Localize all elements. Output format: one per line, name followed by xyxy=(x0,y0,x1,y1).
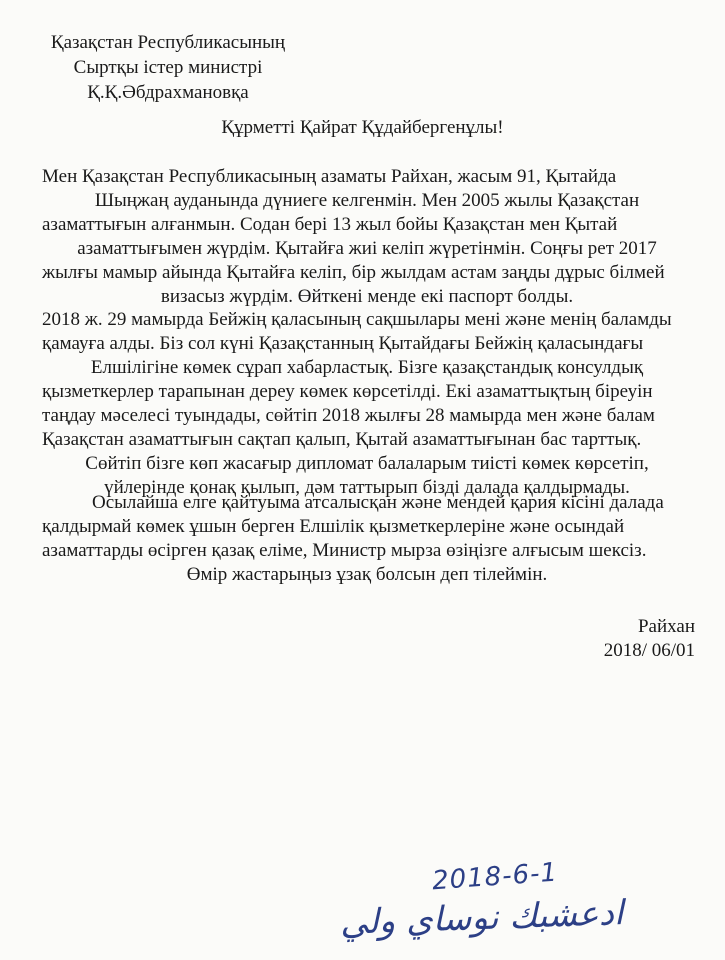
paragraph-line: 2018 ж. 29 мамырда Бейжің қаласының сақшылары мені және менің баламды xyxy=(42,309,672,330)
paragraph-line: таңдау мәселесі туындады, сөйтіп 2018 жылғы 28 мамырда мен және балам xyxy=(42,405,655,426)
signature-name: Райхан xyxy=(637,616,695,637)
addressee-title: Сыртқы істер министрі xyxy=(73,57,263,78)
addressee-country: Қазақстан Республикасының xyxy=(50,32,286,53)
paragraph-line: үйлерінде қонақ қылып, дәм таттырып бізді далада қалдырмады. xyxy=(104,477,630,498)
salutation: Құрметті Қайрат Құдайбергенұлы! xyxy=(221,117,504,138)
paragraph-line: қамауға алды. Біз сол күні Қазақстанның Қытайдағы Бейжің қаласындағы xyxy=(42,333,644,354)
paragraph-line: Осылайша елге қайтуыма атсалысқан және мендей қария кісіні далада xyxy=(92,492,664,513)
handwritten-signature: ادعشبك نوساي ولي xyxy=(339,893,624,943)
paragraph-2 xyxy=(42,308,692,500)
paragraph-line: Өмір жастарыңыз ұзақ болсын деп тілеймін. xyxy=(186,564,548,585)
paragraph-1 xyxy=(42,165,692,309)
paragraph-line: қалдырмай көмек ұшын берген Елшілік қызметкерлеріне және осындай xyxy=(42,516,625,537)
paragraph-line: Шыңжаң ауданында дүниеге келгенмін. Мен 2005 жылы Қазақстан xyxy=(94,190,640,211)
paragraph-line: Сөйтіп бізге көп жасағыр дипломат балаларым тиісті көмек көрсетіп, xyxy=(85,453,649,474)
paragraph-line: Елшілігіне көмек сұрап хабарластық. Бізге қазақстандық консулдық xyxy=(90,357,644,378)
paragraph-line: қызметкерлер тарапынан дереу көмек көрсетілді. Екі азаматтықтың біреуін xyxy=(42,381,653,402)
paragraph-line: Қазақстан азаматтығын сақтап қалып, Қытай азаматтығынан бас тарттық. xyxy=(42,429,642,450)
signature-date: 2018/ 06/01 xyxy=(603,640,695,661)
handwritten-date: 2018-6-1 xyxy=(431,857,559,897)
paragraph-line: Мен Қазақстан Республикасының азаматы Райхан, жасым 91, Қытайда xyxy=(42,166,617,187)
addressee-block xyxy=(38,30,298,105)
signature-block xyxy=(604,615,695,663)
paragraph-3 xyxy=(42,491,692,587)
paragraph-line: азаматтығын алғанмын. Содан бері 13 жыл бойы Қазақстан мен Қытай xyxy=(42,214,618,235)
addressee-name: Қ.Қ.Әбдрахмановқа xyxy=(87,82,249,103)
paragraph-line: визасыз жүрдім. Өйткені менде екі паспорт болды. xyxy=(160,286,574,307)
paragraph-line: жылғы мамыр айында Қытайға келіп, бір жылдам астам заңды дұрыс білмей xyxy=(42,262,665,283)
paragraph-line: азаматтарды өсірген қазақ еліме, Министр мырза өзіңізге алғысым шексіз. xyxy=(42,540,647,561)
paragraph-line: азаматтығымен жүрдім. Қытайға жиі келіп жүретінмін. Соңғы рет 2017 xyxy=(77,238,657,259)
